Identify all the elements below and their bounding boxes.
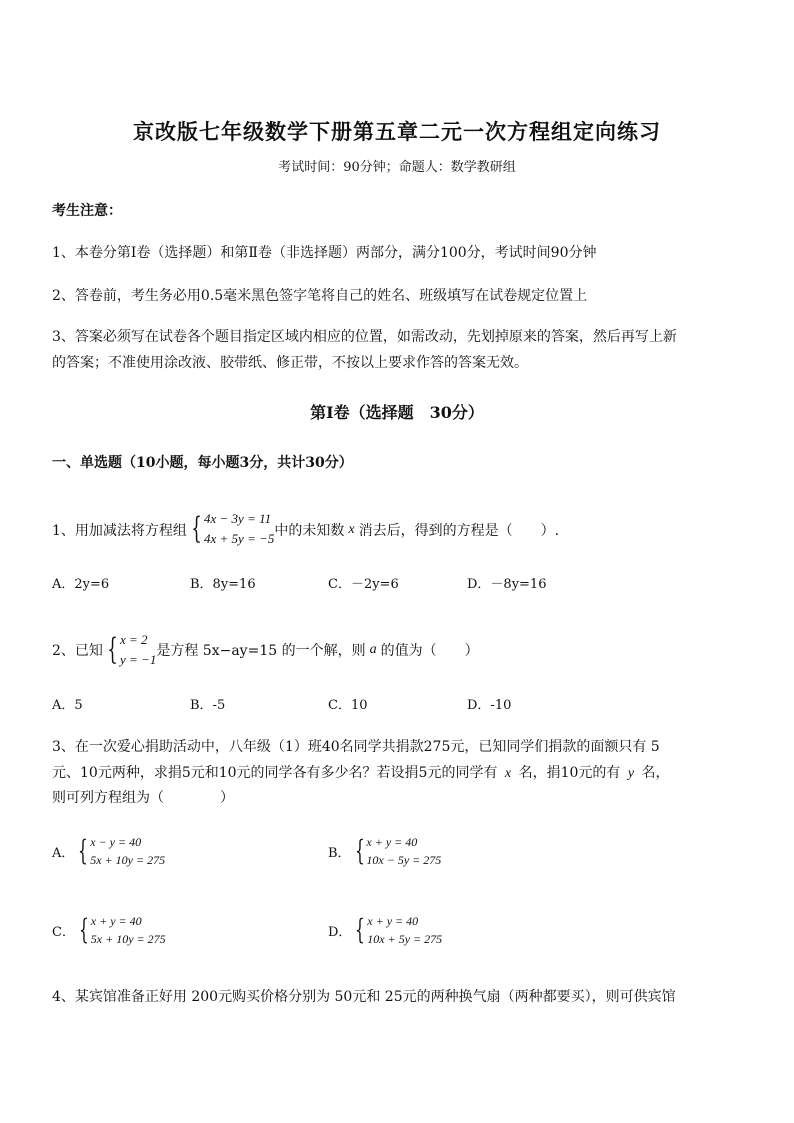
q3-option-a-eq1: x − y = 40	[90, 835, 142, 849]
q3-option-a-brace: {	[78, 834, 89, 867]
q2-equations	[120, 630, 156, 670]
q3-line-2c: 名，	[641, 765, 670, 781]
q1-middle: 中的未知数	[274, 523, 345, 539]
q2-brace: {	[107, 632, 118, 667]
q1-eq2: 4x + 5y = −5	[204, 531, 275, 546]
question-2	[52, 630, 479, 670]
notice-item-1: 1、本卷分第Ⅰ卷（选择题）和第Ⅱ卷（非选择题）两部分，满分100分，考试时间90分钟	[52, 245, 597, 261]
q2-option-b[interactable]: B．-5	[190, 698, 226, 713]
q3-option-d-eq1: x + y = 40	[367, 914, 419, 928]
notice-item-3: 3、答案必须写在试卷各个题目指定区域内相应的位置，如需改动，先划掉原来的答案，然后再写上新	[52, 329, 677, 345]
q2-eq1: x = 2	[120, 632, 148, 647]
notice-heading: 考生注意：	[52, 203, 122, 219]
q2-suffix-a: 是方程 5x−ay=15 的一个解，则	[156, 643, 366, 659]
q3-var-x: x	[504, 766, 512, 781]
q3-option-b-equations	[366, 833, 441, 869]
q3-line-2b: 名，捐10元的有	[518, 765, 621, 781]
q1-equations	[204, 509, 274, 549]
q3-option-a-label: A．	[52, 845, 75, 861]
q1-option-a[interactable]: A．2y=6	[52, 577, 110, 592]
part-heading: 一、单选题（10小题，每小题3分，共计30分）	[52, 455, 353, 471]
q1-prefix: 1、用加减法将方程组	[52, 523, 187, 539]
q3-option-b-label: B．	[328, 845, 351, 861]
q3-option-a-equations	[90, 833, 165, 869]
q2-option-c[interactable]: C．10	[328, 698, 368, 713]
q1-option-d[interactable]: D．－8y=16	[467, 577, 547, 592]
q1-brace: {	[191, 511, 202, 546]
page-title: 京改版七年级数学下册第五章二元一次方程组定向练习	[133, 119, 661, 144]
q3-option-c-brace: {	[78, 913, 89, 946]
notice-item-3-cont: 的答案；不准使用涂改液、胶带纸、修正带，不按以上要求作答的答案无效。	[52, 355, 528, 371]
q3-option-a-eq2: 5x + 10y = 275	[90, 853, 166, 867]
q3-option-c[interactable]	[52, 912, 166, 948]
q3-option-d[interactable]	[328, 912, 442, 948]
q3-option-c-label: C．	[52, 924, 75, 940]
q1-suffix: 消去后，得到的方程是（ ）.	[358, 523, 560, 539]
q2-var: a	[369, 642, 377, 657]
q3-var-y: y	[627, 766, 635, 781]
q1-system	[187, 509, 274, 549]
q3-option-b-brace: {	[354, 834, 365, 867]
question-1	[52, 511, 559, 549]
q2-suffix-b: 的值为（ ）	[380, 643, 479, 659]
q3-line-2a: 元、10元两种，求捐5元和10元的同学各有多少名？若设捐5元的同学有	[52, 765, 498, 781]
q2-option-a[interactable]: A．5	[52, 698, 83, 713]
q2-system	[103, 630, 156, 670]
q1-option-c[interactable]: C．－2y=6	[328, 577, 399, 592]
q2-eq2: y = −1	[120, 652, 157, 667]
q3-option-d-brace: {	[355, 913, 366, 946]
q3-line-3: 则可列方程组为（ ）	[52, 790, 234, 806]
q3-option-a[interactable]	[52, 833, 165, 869]
q1-eq1: 4x − 3y = 11	[204, 511, 272, 526]
notice-item-2: 2、答卷前，考生务必用0.5毫米黑色签字笔将自己的姓名、班级填写在试卷规定位置上	[52, 288, 588, 304]
q3-option-d-equations	[367, 912, 442, 948]
q1-option-b[interactable]: B．8y=16	[190, 577, 256, 592]
q3-option-b-eq1: x + y = 40	[366, 835, 418, 849]
q3-line-1: 3、在一次爱心捐助活动中，八年级（1）班40名同学共捐款275元，已知同学们捐款的面额只有 5	[52, 739, 660, 755]
q1-var: x	[348, 522, 355, 537]
q3-option-c-eq1: x + y = 40	[90, 914, 142, 928]
q3-option-b[interactable]	[328, 833, 441, 869]
q3-line-2	[52, 762, 670, 782]
q2-option-d[interactable]: D．-10	[467, 698, 512, 713]
q3-option-d-label: D．	[328, 924, 352, 940]
exam-info: 考试时间：90分钟；命题人：数学教研组	[278, 160, 516, 175]
section-title: 第Ⅰ卷（选择题 30分）	[310, 403, 484, 422]
q3-option-b-eq2: 10x − 5y = 275	[366, 853, 442, 867]
q2-prefix: 2、已知	[52, 643, 103, 659]
q3-option-c-eq2: 5x + 10y = 275	[90, 932, 166, 946]
q3-option-d-eq2: 10x + 5y = 275	[367, 932, 443, 946]
q3-option-c-equations	[91, 912, 166, 948]
q4-line-1: 4、某宾馆准备正好用 200元购买价格分别为 50元和 25元的两种换气扇（两种都要买），则可供宾馆	[52, 989, 676, 1005]
